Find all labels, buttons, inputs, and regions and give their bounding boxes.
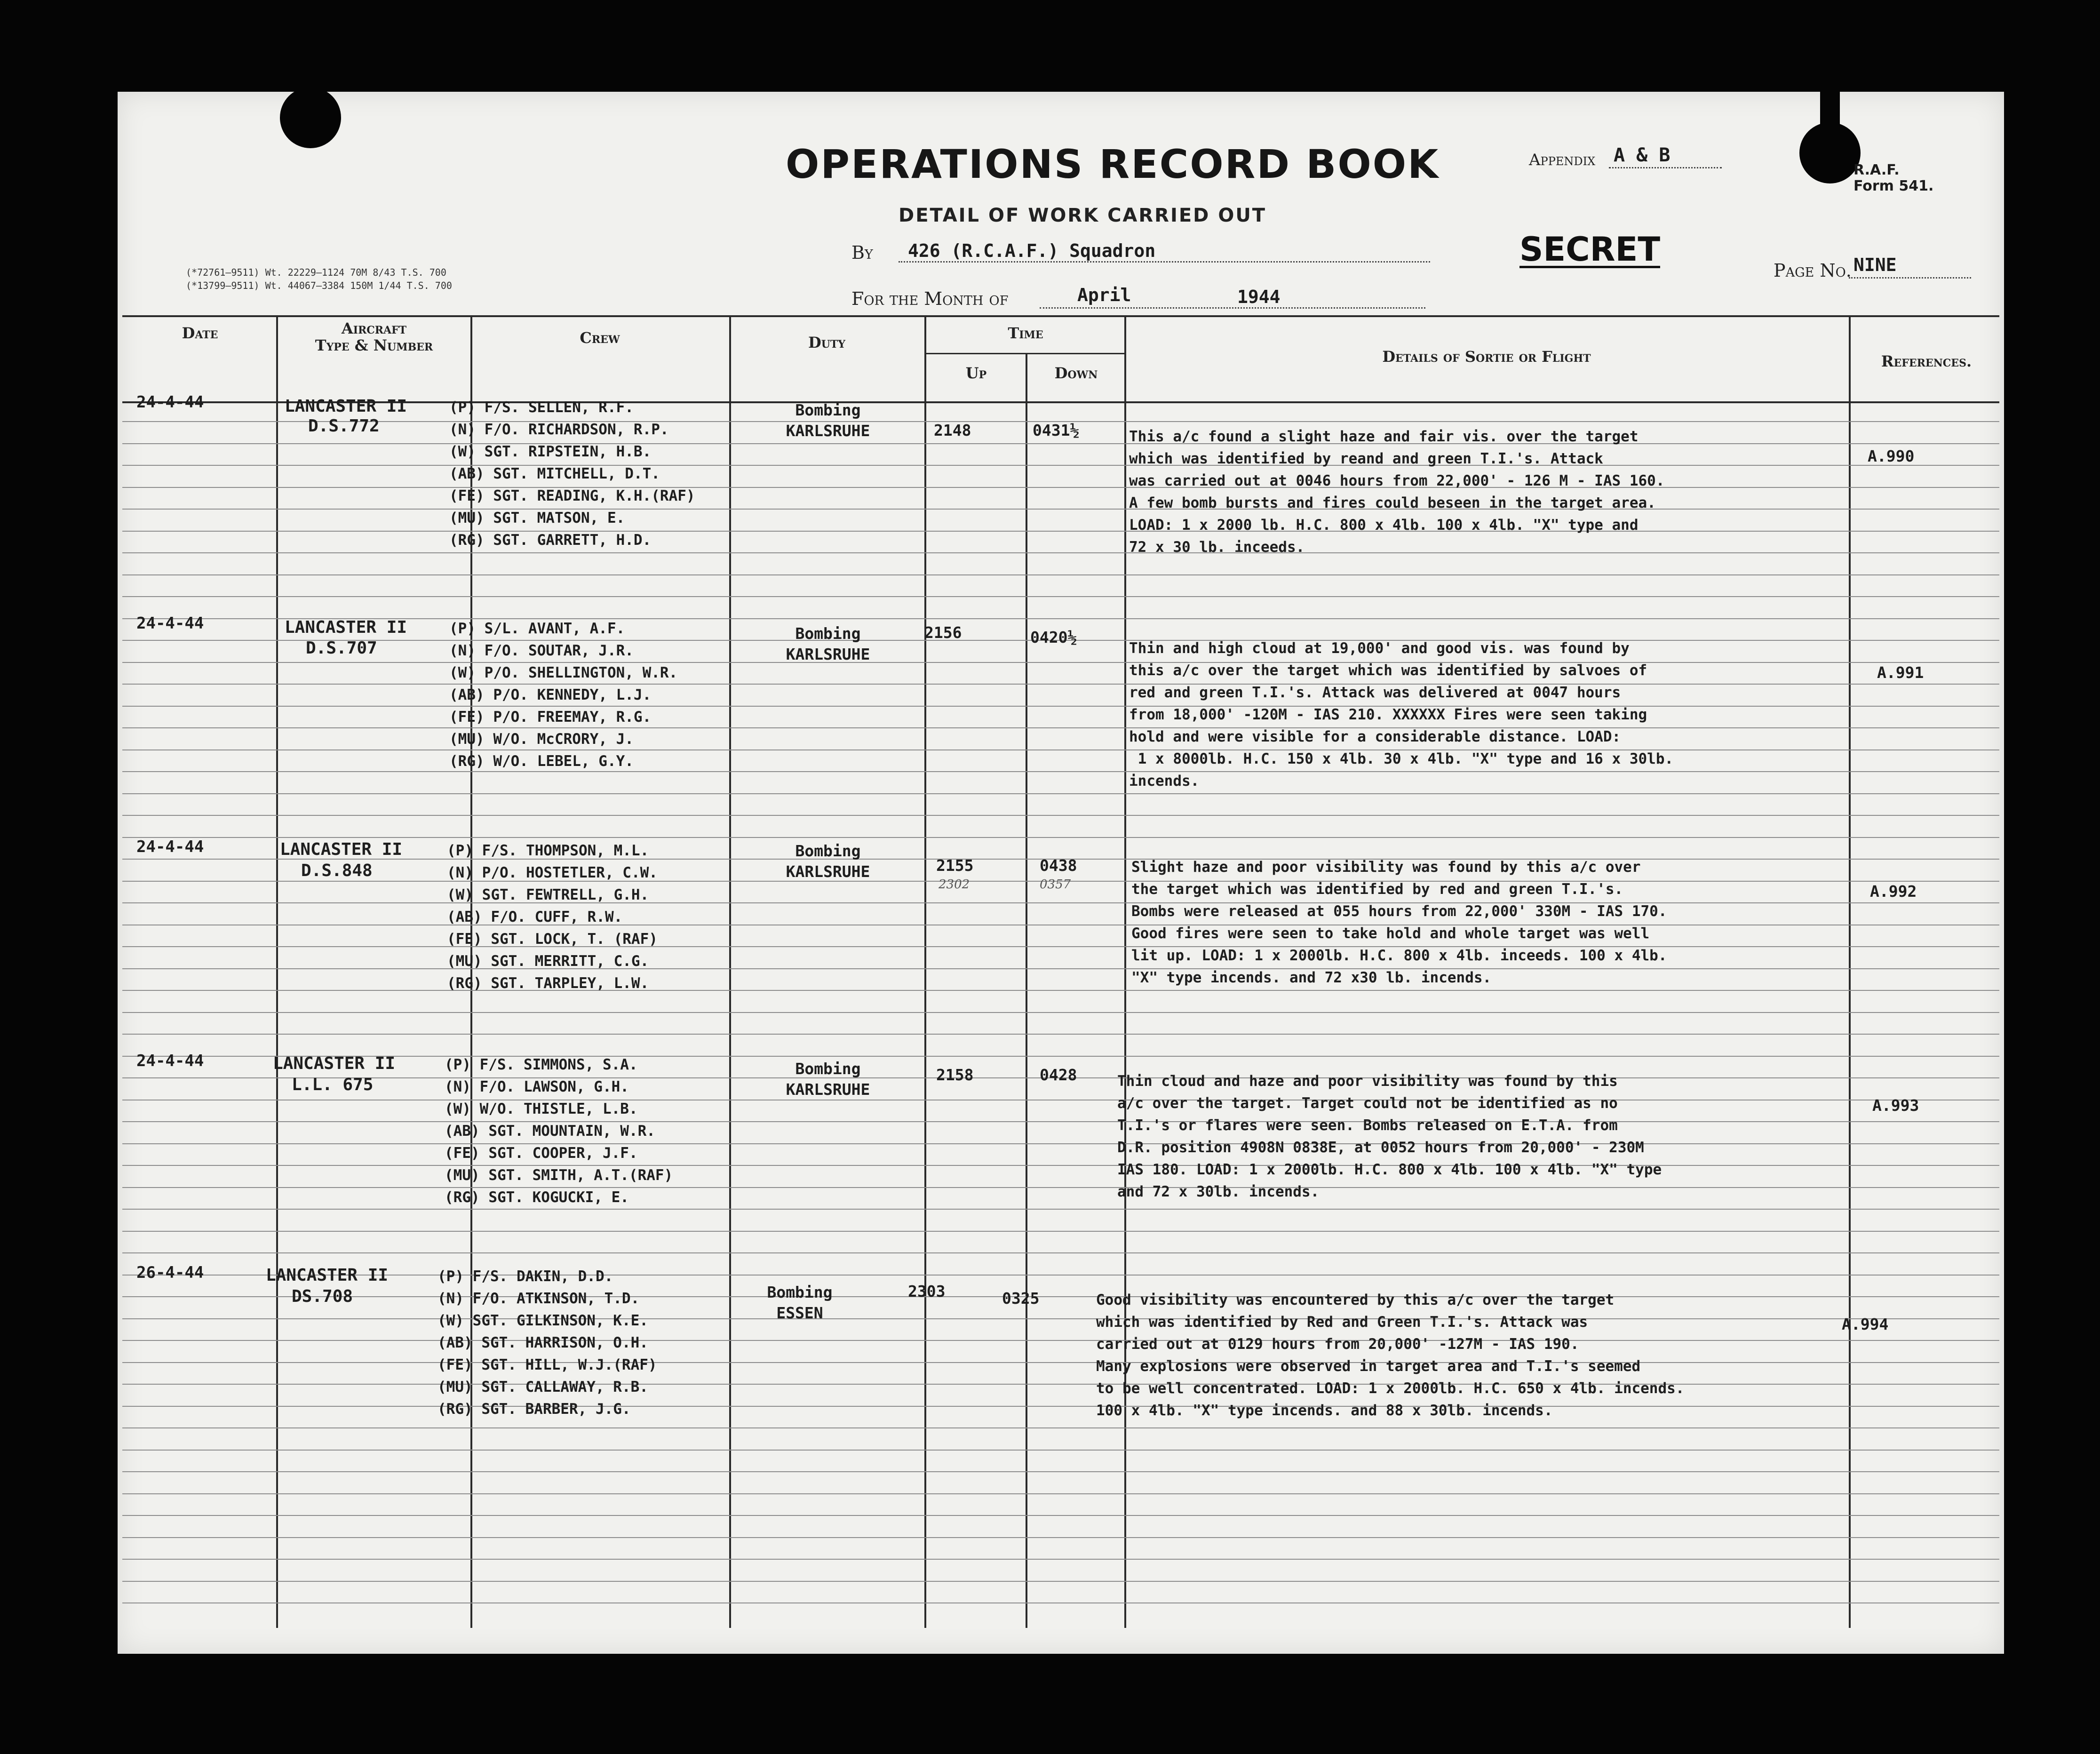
crew-member: (AB) SGT. HARRISON, O.H. [438, 1334, 648, 1351]
ruled-line [122, 1340, 1999, 1341]
ruled-line [122, 771, 1999, 772]
reference: A.991 [1877, 663, 1924, 682]
crew-member: (RG) SGT. KOGUCKI, E. [445, 1189, 629, 1206]
ruled-line [122, 1143, 1999, 1144]
reference: A.993 [1872, 1096, 1919, 1115]
row-date: 24-4-44 [136, 614, 204, 633]
reference: A.990 [1868, 447, 1915, 465]
col-duty: Duty [808, 334, 845, 351]
crew-member: (W) SGT. FEWTRELL, G.H. [447, 886, 649, 903]
crew-list [447, 840, 658, 995]
crew-member: (FE) P/O. FREEMAY, R.G. [449, 709, 652, 726]
col-aircraft-line-1: Aircraft [341, 319, 407, 337]
crew-list [438, 1266, 657, 1420]
print-codes [186, 266, 452, 292]
col-aircraft [280, 320, 468, 354]
subtitle: DETAIL OF WORK CARRIED OUT [899, 205, 1267, 226]
aircraft-type: LANCASTER II [273, 1054, 396, 1073]
page-label: Page No. [1774, 260, 1852, 281]
aircraft-number: L.L. 675 [292, 1075, 374, 1094]
crew-member: (FE) SGT. LOCK, T. (RAF) [447, 931, 658, 948]
col-date: Date [182, 324, 218, 342]
crew-member: (N) F/O. LAWSON, G.H. [445, 1078, 629, 1095]
time-down: 0428 [1040, 1066, 1077, 1084]
crew-member: (N) P/O. HOSTETLER, C.W. [447, 864, 658, 881]
row-date: 24-4-44 [136, 837, 204, 856]
col-crew: Crew [580, 329, 620, 347]
year-value: 1944 [1237, 287, 1281, 307]
ruled-line [122, 1034, 1999, 1035]
col-references: References. [1881, 352, 1972, 370]
time-down-note: 0357 [1040, 877, 1071, 892]
ruled-line [122, 1384, 1999, 1385]
crew-member: (W) P/O. SHELLINGTON, W.R. [449, 664, 678, 681]
crew-list [449, 618, 677, 773]
col-time-up: Up [965, 364, 987, 382]
crew-member: (AB) F/O. CUFF, R.W. [447, 909, 623, 925]
col-aircraft-line-2: Type & Number [315, 336, 433, 354]
ruled-line [122, 684, 1999, 685]
ruled-line [122, 487, 1999, 488]
crew-member: (N) F/O. SOUTAR, J.R. [449, 642, 634, 659]
ruled-line [122, 706, 1999, 707]
month-label: For the Month of [851, 288, 1009, 309]
ruled-line [122, 1165, 1999, 1166]
sortie-details: This a/c found a slight haze and fair vis. over the target which was identified by reand and green T.I.'s. Attack was carried out at 0046 hours from 22,000' - 126 M - IAS 160. A few bomb bursts and fires could beseen in the target area. LOAD: 1 x 2000 lb. H.C. 800 x 4lb. 100 x 4lb. "X" type and 72 x 30 lb. inceeds. [1129, 428, 1665, 556]
duty-target: KARLSRUHE [786, 1080, 870, 1099]
duty [734, 623, 922, 665]
ruled-line [122, 727, 1999, 728]
duty [734, 400, 922, 441]
crew-member: (RG) SGT. BARBER, J.G. [438, 1401, 631, 1418]
duty-type: Bombing [795, 401, 861, 419]
ruled-line [122, 968, 1999, 969]
ruled-line [122, 1559, 1999, 1560]
crew-member: (P) F/S. SELLEN, R.F. [449, 399, 634, 416]
ruled-line [122, 990, 1999, 991]
duty-type: Bombing [767, 1283, 833, 1301]
crew-member: (MU) SGT. MERRITT, C.G. [447, 953, 649, 970]
print-code-2: (*13799—9511) Wt. 44067—3384 150M 1/44 T.S. 700 [186, 280, 452, 291]
ruled-line [122, 1275, 1999, 1276]
time-down: 0420½ [1030, 628, 1077, 646]
crew-member: (W) W/O. THISTLE, L.B. [445, 1100, 638, 1117]
ruled-line [122, 1515, 1999, 1516]
duty [729, 841, 927, 882]
time-down: 0325 [1002, 1289, 1040, 1308]
sortie-details: Good visibility was encountered by this a/c over the target which was identified by Red and Green T.I.'s. Attack was carried out at 0129 hours from 20,000' -127M - IAS 190. Many explosions were observed in target area and T.I.'s seemed to be well concentrated. LOAD: 1 x 2000lb. H.C. 650 x 4lb. incends. 100 x 4lb. "X" type incends. and 88 x 30lb. incends. [1096, 1292, 1685, 1419]
sortie-details: Thin and high cloud at 19,000' and good vis. was found by this a/c over the target which was identified by salvoes of red and green T.I.'s. Attack was delivered at 0047 hours from 18,000' -120M - IAS 210. XXXXXX Fires were seen taking hold and were visible for a considerable distance. LOAD: 1 x 8000lb. H.C. 150 x 4lb. 30 x 4lb. "X" type and 16 x 30lb. incends. [1129, 640, 1674, 789]
print-code-1: (*72761—9511) Wt. 22229—1124 70M 8/43 T.S. 700 [186, 267, 446, 278]
ruled-line [122, 902, 1999, 903]
aircraft-type: LANCASTER II [280, 840, 403, 859]
ruled-line [122, 1121, 1999, 1122]
ruled-line [122, 662, 1999, 663]
page-title: OPERATIONS RECORD BOOK [786, 141, 1440, 187]
col-time-down: Down [1054, 364, 1098, 382]
crew-member: (RG) SGT. TARPLEY, L.W. [447, 975, 649, 992]
row-date: 24-4-44 [136, 1052, 204, 1070]
crew-member: (AB) P/O. KENNEDY, L.J. [449, 686, 652, 703]
aircraft-type: LANCASTER II [285, 397, 407, 416]
by-label: By [851, 242, 873, 263]
duty-target: KARLSRUHE [786, 645, 870, 663]
duty [734, 1059, 922, 1100]
ruled-line [122, 1296, 1999, 1297]
duty-target: KARLSRUHE [786, 422, 870, 440]
sortie-details: Thin cloud and haze and poor visibility was found by this a/c over the target. Target could not be identified as no T.I.'s or flares were seen. Bombs released on E.T.A. from D.R. position 4908N 0838E, at 0052 hours from 20,000' - 230M IAS 180. LOAD: 1 x 2000lb. H.C. 800 x 4lb. 100 x 4lb. "X" type and 72 x 30lb. incends. [1117, 1073, 1662, 1200]
ruled-line [122, 946, 1999, 947]
ruled-line [122, 1056, 1999, 1057]
ruled-line [122, 815, 1999, 816]
crew-member: (AB) SGT. MOUNTAIN, W.R. [445, 1123, 655, 1140]
crew-list [445, 1054, 673, 1209]
ruled-line [122, 749, 1999, 750]
time-up: 2158 [936, 1066, 974, 1084]
crew-member: (MU) W/O. McCRORY, J. [449, 731, 634, 748]
col-time: Time [1008, 324, 1043, 342]
ruled-line [122, 1252, 1999, 1253]
appendix-value: A & B [1614, 144, 1670, 166]
crew-member: (W) SGT. RIPSTEIN, H.B. [449, 443, 652, 460]
aircraft-type: LANCASTER II [266, 1266, 389, 1285]
crew-member: (P) F/S. DAKIN, D.D. [438, 1268, 613, 1285]
col-details: Details of Sortie or Flight [1382, 348, 1591, 366]
aircraft-number: D.S.772 [308, 416, 380, 436]
crew-member: (N) F/O. RICHARDSON, R.P. [449, 421, 669, 438]
sortie-details: Slight haze and poor visibility was found by this a/c over the target which was identified by red and green T.I.'s. Bombs were released at 055 hours from 22,000' 330M - IAS 170. Good fires were seen to take hold and whole target was well lit up. LOAD: 1 x 2000lb. H.C. 800 x 4lb. inceeds. 100 x 4lb. "X" type incends. and 72 x30 lb. incends. [1131, 859, 1667, 986]
ruled-line [122, 1231, 1999, 1232]
ruled-line [122, 509, 1999, 510]
ruled-line [122, 1209, 1999, 1210]
time-up: 2156 [924, 623, 962, 642]
crew-member: (AB) SGT. MITCHELL, D.T. [449, 465, 660, 482]
aircraft-type: LANCASTER II [285, 618, 407, 637]
reference: A.992 [1870, 882, 1917, 901]
crew-list [449, 397, 695, 551]
time-down: 0431½ [1033, 421, 1080, 439]
time-down: 0438 [1040, 856, 1077, 875]
ruled-line [122, 1581, 1999, 1582]
crew-member: (W) SGT. GILKINSON, K.E. [438, 1312, 648, 1329]
appendix-label: Appendix [1529, 151, 1596, 169]
ruled-line [122, 552, 1999, 553]
ruled-line [122, 1537, 1999, 1538]
crew-member: (P) F/S. THOMPSON, M.L. [447, 842, 649, 859]
form-label [1853, 162, 1933, 194]
record-sheet [118, 92, 2004, 1654]
time-up-note: 2302 [939, 877, 970, 892]
crew-member: (N) F/O. ATKINSON, T.D. [438, 1290, 640, 1307]
time-up: 2155 [936, 856, 974, 875]
squadron-name: 426 (R.C.A.F.) Squadron [908, 240, 1156, 261]
ruled-line [122, 1362, 1999, 1363]
aircraft-number: D.S.707 [306, 638, 377, 658]
ruled-line [122, 1406, 1999, 1407]
form-line-1: R.A.F. [1853, 162, 1900, 178]
crew-member: (P) F/S. SIMMONS, S.A. [445, 1056, 638, 1073]
ruled-line [122, 1187, 1999, 1188]
ruled-line [122, 1471, 1999, 1472]
ruled-line [122, 1493, 1999, 1494]
ruled-line [122, 574, 1999, 575]
ruled-line [122, 1318, 1999, 1319]
crew-member: (P) S/L. AVANT, A.F. [449, 620, 625, 637]
ruled-line [122, 465, 1999, 466]
duty-target: KARLSRUHE [786, 862, 870, 881]
crew-member: (FE) SGT. HILL, W.J.(RAF) [438, 1356, 657, 1373]
crew-member: (MU) SGT. MATSON, E. [449, 510, 625, 526]
duty-type: Bombing [795, 842, 861, 860]
ruled-line [122, 1450, 1999, 1451]
ruled-line [122, 793, 1999, 794]
row-date: 26-4-44 [136, 1263, 204, 1282]
row-date: 24-4-44 [136, 393, 204, 412]
ruled-line [122, 596, 1999, 597]
punch-hole-right [1799, 122, 1861, 183]
crew-member: (RG) W/O. LEBEL, G.Y. [449, 753, 634, 770]
reference: A.994 [1842, 1315, 1889, 1333]
aircraft-number: DS.708 [292, 1287, 353, 1306]
crew-member: (MU) SGT. CALLAWAY, R.B. [438, 1379, 648, 1395]
crew-member: (MU) SGT. SMITH, A.T.(RAF) [445, 1167, 673, 1184]
punch-hole-left [280, 87, 341, 148]
ruled-line [122, 837, 1999, 838]
ruled-line [122, 531, 1999, 532]
ruled-line [122, 443, 1999, 444]
time-up: 2148 [934, 421, 971, 439]
form-line-2: Form 541. [1853, 178, 1934, 194]
duty-target: ESSEN [776, 1304, 823, 1322]
duty-type: Bombing [795, 1060, 861, 1078]
crew-member: (FE) SGT. READING, K.H.(RAF) [449, 487, 695, 504]
ruled-line [122, 1012, 1999, 1013]
page-number: NINE [1853, 255, 1897, 275]
duty [722, 1282, 877, 1323]
ruled-line [122, 1427, 1999, 1428]
time-up: 2303 [908, 1282, 946, 1300]
month-value: April [1077, 285, 1131, 305]
crew-member: (RG) SGT. GARRETT, H.D. [449, 532, 652, 549]
secret-stamp: SECRET [1519, 230, 1661, 269]
duty-type: Bombing [795, 624, 861, 643]
aircraft-number: D.S.848 [301, 861, 373, 880]
crew-member: (FE) SGT. COOPER, J.F. [445, 1145, 638, 1162]
